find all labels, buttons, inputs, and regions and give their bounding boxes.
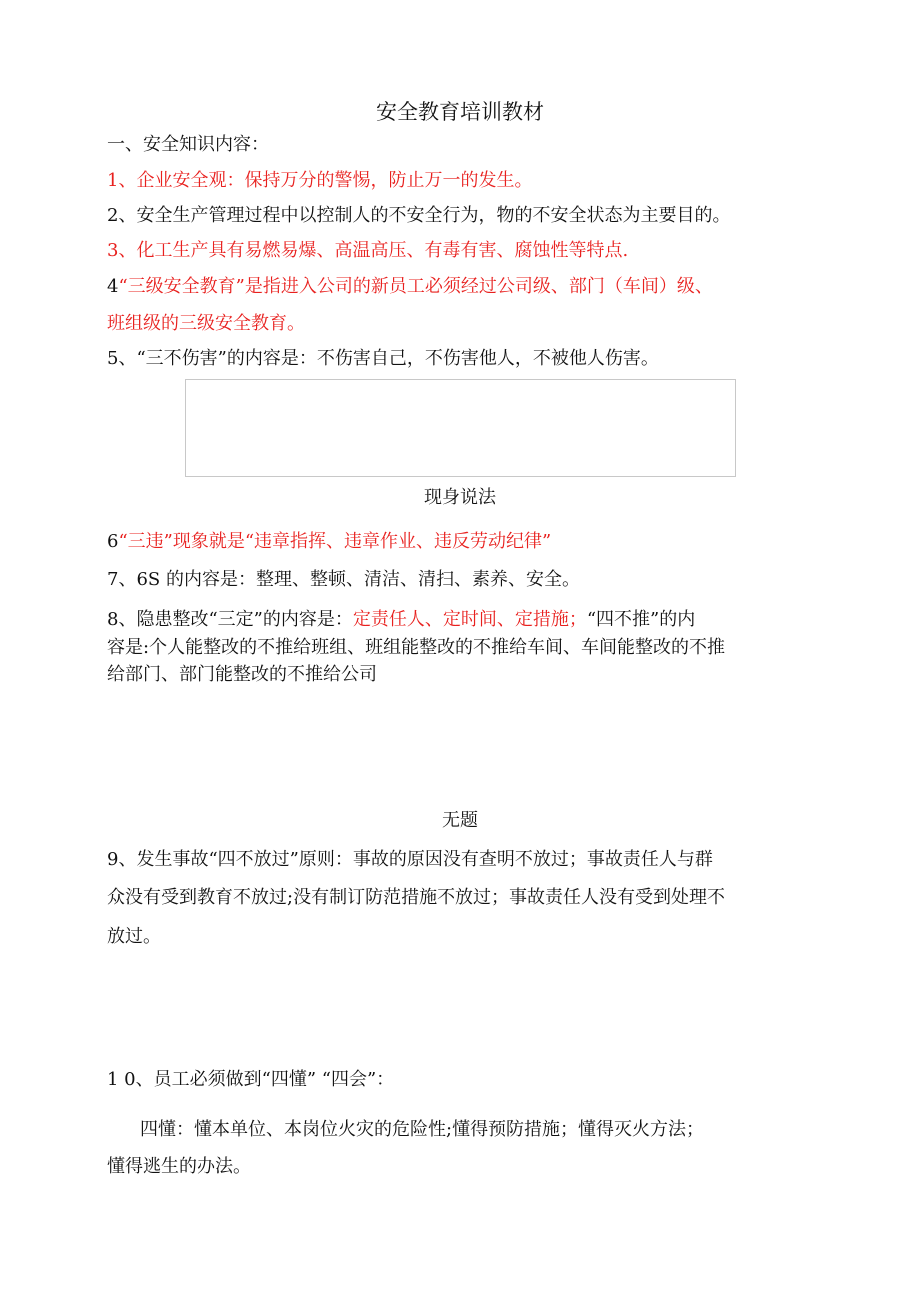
item-8-suffix: “四不推”的内: [586, 609, 696, 630]
subtitle: 无题: [442, 810, 478, 831]
item-1: 1、企业安全观：保持万分的警惕，防止万一的发生。: [107, 170, 533, 191]
item-9-line-1: 9、发生事故“四不放过”原则：事故的原因没有查明不放过；事故责任人与群: [107, 849, 713, 870]
item-4-line-2: 班组级的三级安全教育。: [107, 313, 305, 334]
four-understand-line-1: 四懂：懂本单位、本岗位火灾的危险性;懂得预防措施；懂得灭火方法；: [140, 1119, 705, 1140]
four-understand-line-2: 懂得逃生的办法。: [107, 1156, 251, 1177]
section-heading: 一、安全知识内容：: [107, 134, 269, 155]
item-8-line-3: 给部门、部门能整改的不推给公司: [107, 664, 377, 685]
item-9-line-3: 放过。: [107, 926, 161, 947]
image-frame: [185, 379, 736, 477]
item-6-number: 6: [107, 531, 119, 552]
item-9-line-2: 众没有受到教育不放过;没有制订防范措施不放过；事故责任人没有受到处理不: [107, 887, 726, 908]
item-6: [107, 531, 551, 553]
item-8-highlight: 定责任人、定时间、定措施；: [352, 609, 587, 630]
item-7: 7、6S 的内容是：整理、整顿、清洁、清扫、素养、安全。: [107, 569, 580, 590]
figure-caption: 现身说法: [424, 487, 496, 508]
item-2: 2、安全生产管理过程中以控制人的不安全行为，物的不安全状态为主要目的。: [107, 205, 731, 226]
item-10: 1 0、员工必须做到“四懂” “四会”：: [107, 1069, 395, 1090]
item-4-text: “三级安全教育”是指进入公司的新员工必须经过公司级、部门（车间）级、: [118, 276, 713, 297]
item-3: 3、化工生产具有易燃易爆、高温高压、有毒有害、腐蚀性等特点.: [107, 240, 629, 261]
item-6-text: “三违”现象就是“违章指挥、违章作业、违反劳动纪律”: [118, 531, 552, 552]
item-4-line-1: [107, 276, 713, 298]
document-title: 安全教育培训教材: [376, 100, 544, 124]
item-8-line-1: [107, 609, 695, 631]
item-8-prefix: 8、隐患整改“三定”的内容是：: [107, 609, 353, 630]
item-5: 5、“三不伤害”的内容是：不伤害自己，不伤害他人，不被他人伤害。: [107, 348, 659, 369]
item-8-line-2: 容是:个人能整改的不推给班组、班组能整改的不推给车间、车间能整改的不推: [107, 637, 726, 658]
item-4-number: 4: [107, 276, 119, 297]
